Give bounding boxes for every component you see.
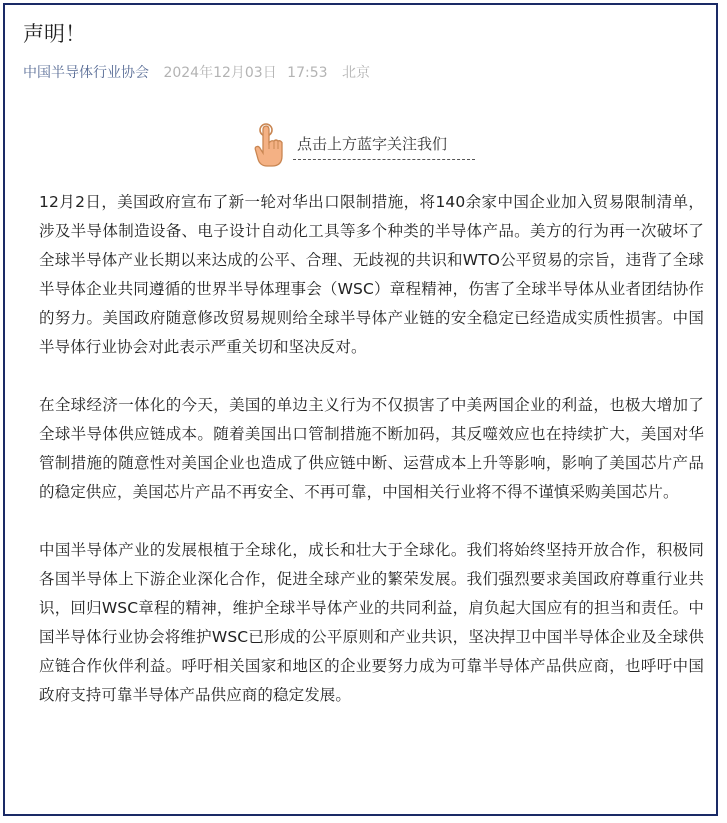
- dashed-underline: [293, 159, 475, 160]
- publish-time: 17:53: [287, 65, 328, 81]
- account-name-link[interactable]: 中国半导体行业协会: [23, 65, 149, 81]
- article-meta: [23, 63, 370, 83]
- pointing-hand-icon: [253, 123, 285, 169]
- paragraph-2: 在全球经济一体化的今天，美国的单边主义行为不仅损害了中美两国企业的利益，也极大增加了全球半导体供应链成本。随着美国出口管制措施不断加码，其反噬效应也在持续扩大，美国对华管制措施的随意性对美国企业也造成了供应链中断、运营成本上升等影响，影响了美国芯片产品的稳定供应，美国芯片产品不再安全、不再可靠，中国相关行业将不得不谨慎采购美国芯片。: [39, 396, 704, 501]
- article-frame: [3, 3, 718, 816]
- follow-prompt[interactable]: [253, 123, 483, 171]
- follow-prompt-text: 点击上方蓝字关注我们: [297, 135, 448, 153]
- article-title: 声明！: [23, 22, 86, 46]
- publish-date: 2024年12月03日: [163, 65, 277, 81]
- article-body: [39, 188, 704, 739]
- paragraph-1: 12月2日，美国政府宣布了新一轮对华出口限制措施，将140余家中国企业加入贸易限制清单，涉及半导体制造设备、电子设计自动化工具等多个种类的半导体产品。美方的行为再一次破坏了全球半导体产业长期以来达成的公平、合理、无歧视的共识和WTO公平贸易的宗旨，违背了全球半导体企业共同遵循的世界半导体理事会（WSC）章程精神，伤害了全球半导体从业者团结协作的努力。美国政府随意修改贸易规则给全球半导体产业链的安全稳定已经造成实质性损害。中国半导体行业协会对此表示严重关切和坚决反对。: [39, 193, 704, 356]
- publish-location: 北京: [341, 65, 370, 81]
- paragraph-3: 中国半导体产业的发展根植于全球化，成长和壮大于全球化。我们将始终坚持开放合作，积极同各国半导体上下游企业深化合作，促进全球产业的繁荣发展。我们强烈要求美国政府尊重行业共识，回归WSC章程的精神，维护全球半导体产业的共同利益，肩负起大国应有的担当和责任。中国半导体行业协会将维护WSC已形成的公平原则和产业共识，坚决捍卫中国半导体企业及全球供应链合作伙伴利益。呼吁相关国家和地区的企业要努力成为可靠半导体产品供应商，也呼吁中国政府支持可靠半导体产品供应商的稳定发展。: [39, 541, 704, 704]
